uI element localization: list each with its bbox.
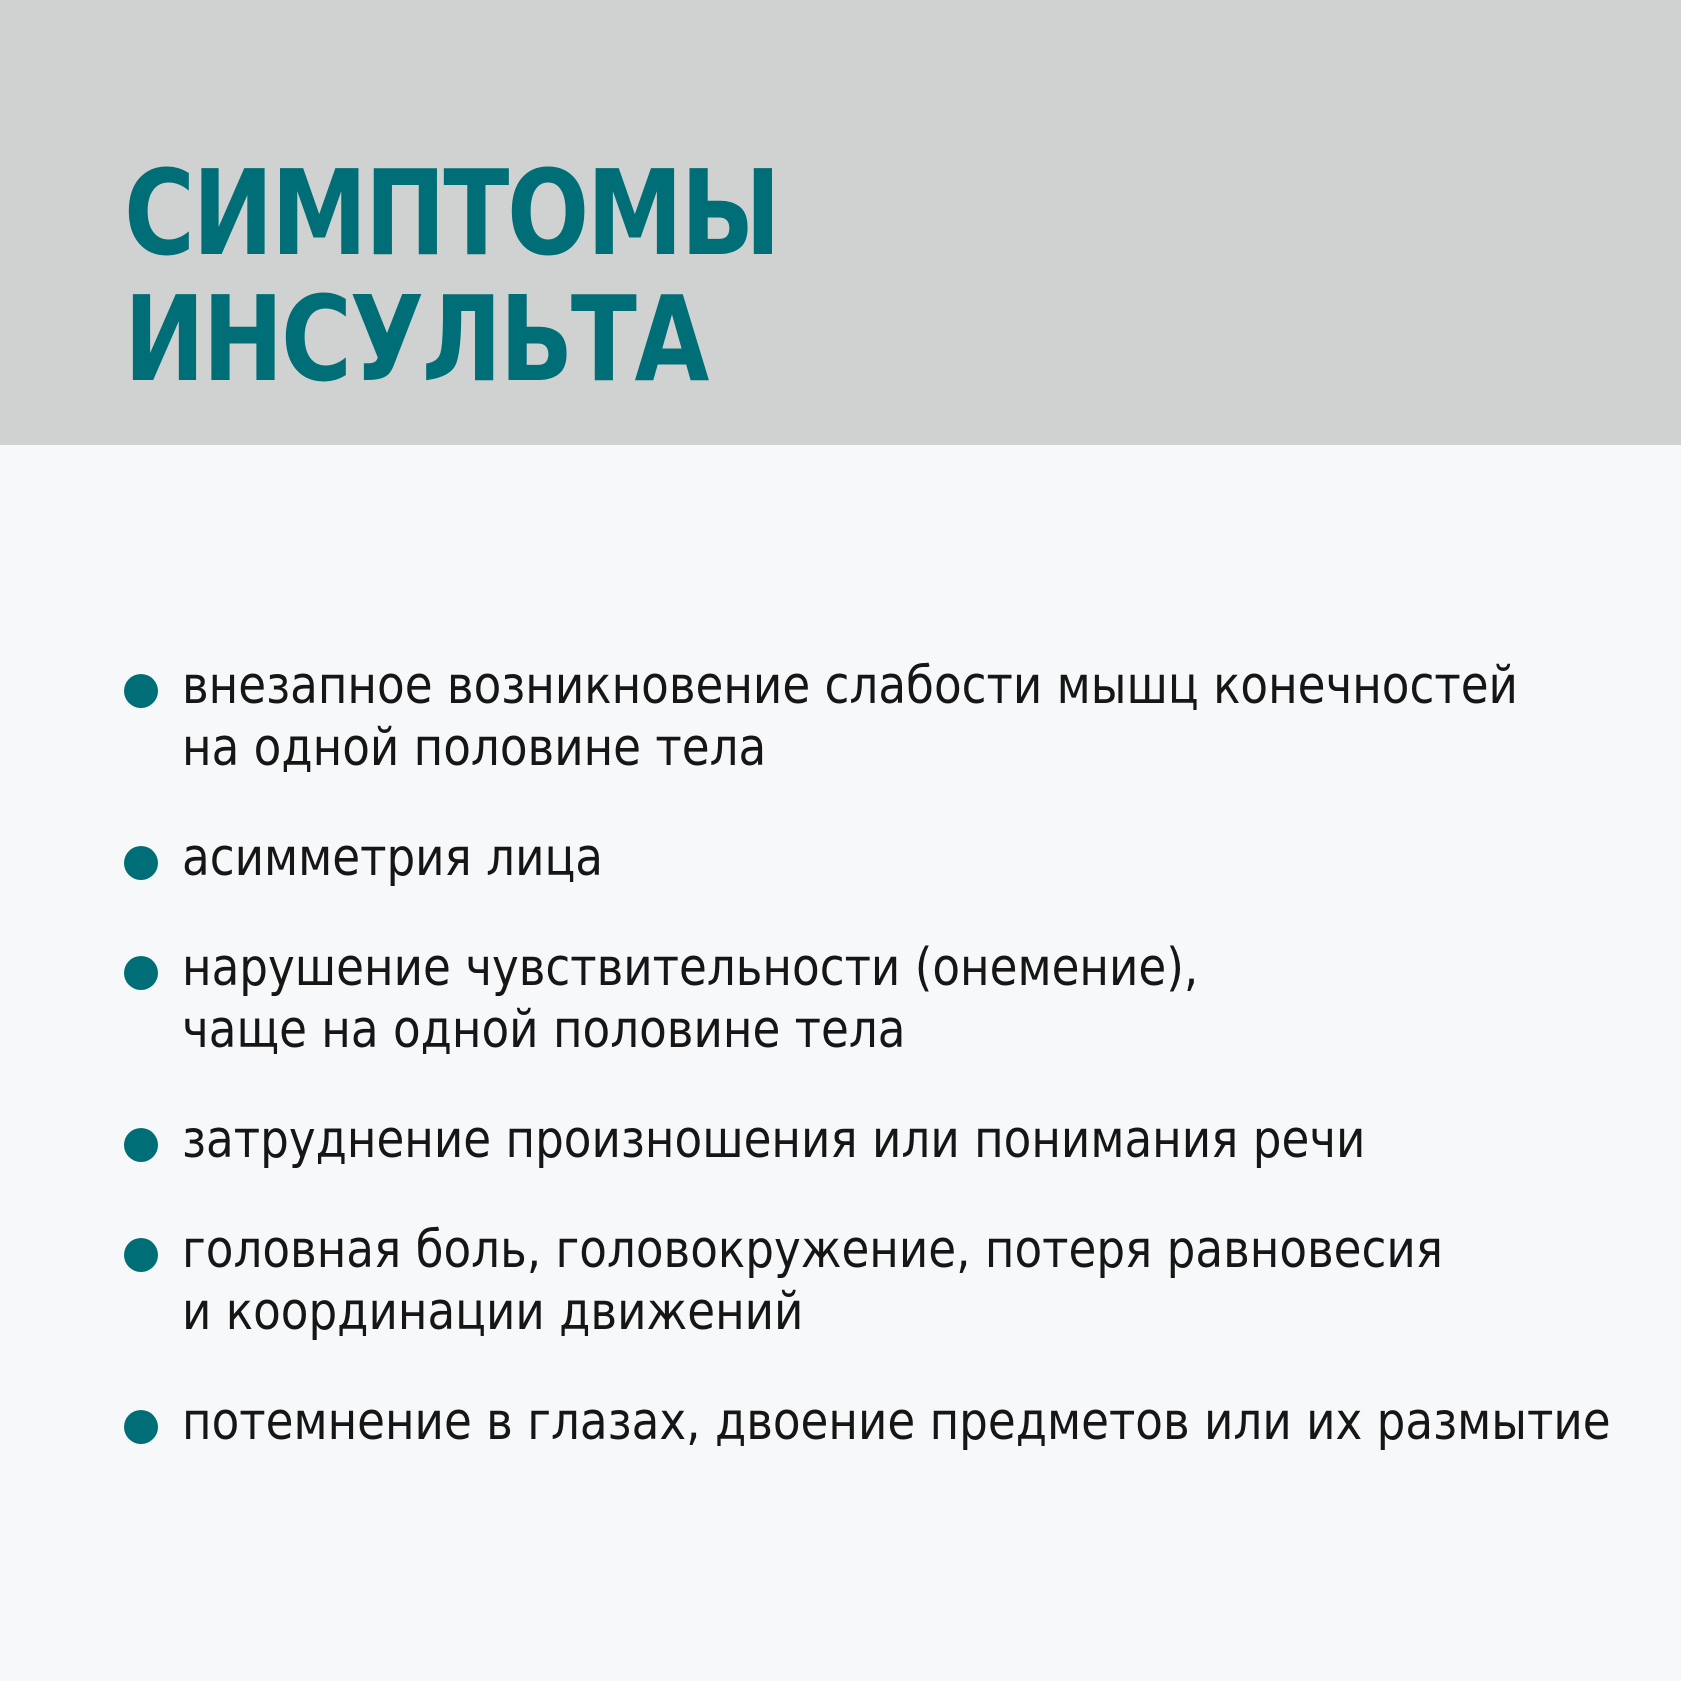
symptom-line: потемнение в глазах, двоение предметов или их размытие	[182, 1392, 1611, 1452]
symptom-text	[182, 1109, 1609, 1171]
bullet-dot-icon	[124, 846, 158, 880]
symptom-line: и координации движений	[182, 1282, 804, 1342]
symptom-text	[182, 1219, 1609, 1343]
title-line-2: ИНСУЛЬТА	[124, 270, 707, 408]
symptom-list	[124, 655, 1644, 1501]
list-item	[124, 1219, 1644, 1343]
bullet-dot-icon	[124, 674, 158, 708]
header-banner	[0, 0, 1681, 445]
list-item	[124, 937, 1644, 1061]
bullet-dot-icon	[124, 1238, 158, 1272]
symptom-line: на одной половине тела	[182, 718, 767, 778]
symptom-text	[182, 655, 1609, 779]
symptom-line: асимметрия лица	[182, 828, 603, 888]
bullet-dot-icon	[124, 1410, 158, 1444]
symptom-line: внезапное возникновение слабости мышц конечностей	[182, 656, 1518, 716]
list-item	[124, 655, 1644, 779]
symptom-line: головная боль, головокружение, потеря равновесия	[182, 1220, 1443, 1280]
symptom-text	[182, 827, 1609, 889]
page-title	[124, 144, 779, 408]
symptom-text	[182, 937, 1609, 1061]
list-item	[124, 1109, 1644, 1171]
title-line-1: СИМПТОМЫ	[124, 144, 779, 282]
bullet-dot-icon	[124, 956, 158, 990]
list-item	[124, 827, 1644, 889]
list-item	[124, 1391, 1644, 1453]
symptom-line: нарушение чувствительности (онемение),	[182, 938, 1199, 998]
symptom-line: затруднение произношения или понимания речи	[182, 1110, 1366, 1170]
bullet-dot-icon	[124, 1128, 158, 1162]
symptom-text	[182, 1391, 1609, 1453]
symptom-line: чаще на одной половине тела	[182, 1000, 906, 1060]
